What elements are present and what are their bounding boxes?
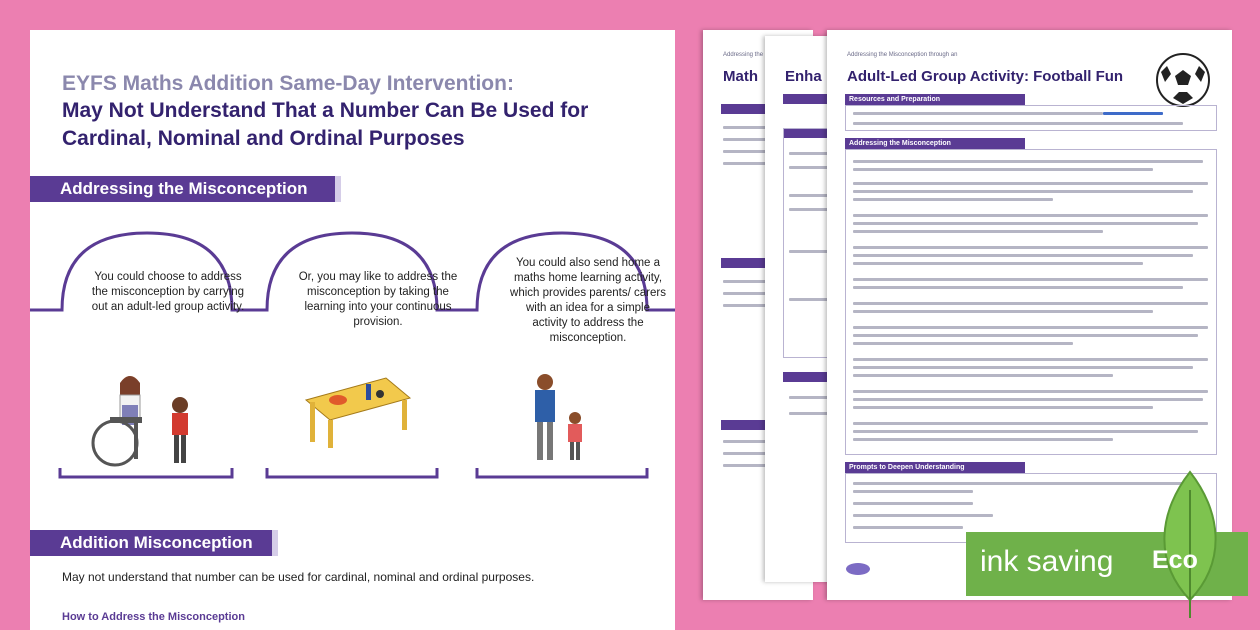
addressing-bar (845, 138, 1025, 149)
eco-label: Eco (1152, 546, 1198, 574)
resources-box (845, 105, 1217, 131)
text-line (853, 254, 1193, 257)
misconception-text: May not understand that number can be used for cardinal, nominal and ordinal purposes. (62, 570, 535, 584)
bracket-2 (267, 468, 437, 477)
text-line (853, 198, 1053, 201)
sheet1-subtitle: Addressing the (723, 52, 764, 58)
text-line (853, 390, 1208, 393)
text-line (853, 160, 1203, 163)
text-line (853, 326, 1208, 329)
text-line (853, 278, 1208, 281)
section-banner-addressing: Addressing the Misconception (30, 176, 335, 202)
document-title: May Not Understand That a Number Can Be Used for Cardinal, Nominal and Ordinal Purposes (62, 99, 589, 150)
resources-bar-label: Resources and Preparation (849, 96, 941, 103)
text-line (853, 214, 1208, 217)
teacher-child-illustration (90, 365, 200, 470)
text-line (853, 112, 1103, 115)
document-title-intro: EYFS Maths Addition Same-Day Intervention: (62, 72, 514, 95)
text-line (853, 168, 1153, 171)
prompts-bar-label: Prompts to Deepen Understanding (849, 464, 965, 471)
text-line (853, 246, 1208, 249)
football-icon (1155, 52, 1211, 108)
text-line (853, 286, 1183, 289)
text-line (853, 514, 993, 517)
text-line (853, 430, 1198, 433)
addressing-bar-label: Addressing the Misconception (849, 140, 951, 147)
text-line (853, 310, 1153, 313)
text-line (853, 230, 1103, 233)
how-to-address-heading: How to Address the Misconception (62, 611, 245, 623)
text-line (853, 358, 1208, 361)
text-line (853, 490, 973, 493)
eco-badge-text: ink saving (980, 545, 1114, 578)
card-text-adult-led: You could choose to address the misconception by carrying out an adult-led group activity. (91, 271, 245, 313)
parent-child-illustration (520, 370, 600, 470)
resources-bar (845, 94, 1025, 105)
text-line (853, 302, 1208, 305)
leaf-icon (1150, 470, 1230, 620)
sheet1-heading: Math (723, 68, 758, 85)
text-line (853, 222, 1198, 225)
sheet3-title: Adult-Led Group Activity: Football Fun (847, 68, 1124, 85)
text-line (853, 122, 1183, 125)
card-text-continuous-provision: Or, you may like to address the misconception by taking the learning into your continuous provision. (298, 271, 458, 328)
text-line (853, 406, 1153, 409)
text-line (853, 422, 1208, 425)
text-line (853, 366, 1193, 369)
main-document-page (30, 30, 675, 630)
text-line (853, 262, 1143, 265)
resource-link[interactable] (1103, 112, 1163, 115)
prompts-bar (845, 462, 1025, 473)
text-line (853, 342, 1073, 345)
sheet2-heading: Enha (785, 68, 822, 85)
text-line (853, 502, 973, 505)
sheet3-subtitle: Addressing the Misconception through an (847, 52, 958, 58)
card-text-home-learning: You could also send home a maths home learning activity, which provides parents/ carers with an idea for a simple activity to address the misconception. (510, 257, 666, 344)
text-line (853, 482, 1193, 485)
text-line (853, 526, 963, 529)
text-line (853, 182, 1208, 185)
text-line (853, 398, 1203, 401)
section-banner-addition: Addition Misconception (30, 530, 272, 556)
text-line (853, 438, 1113, 441)
text-line (853, 374, 1113, 377)
text-line (853, 334, 1198, 337)
text-line (853, 190, 1193, 193)
table-illustration (298, 370, 413, 450)
twinkl-logo-icon (845, 562, 871, 576)
